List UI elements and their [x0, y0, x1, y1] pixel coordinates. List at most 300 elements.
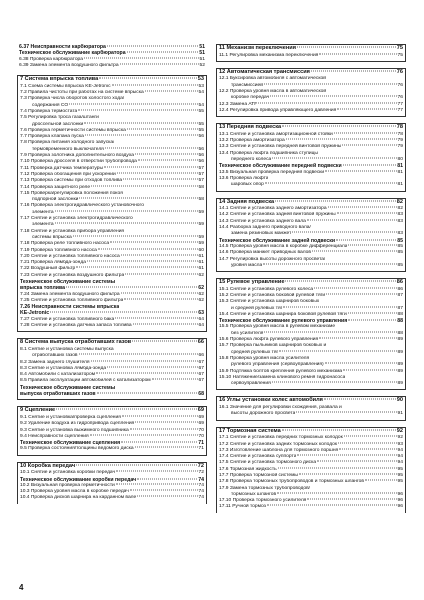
dot-leader	[282, 126, 396, 127]
dot-leader	[124, 298, 197, 299]
toc-entry-text: 7.27 Снятие и установка топливного бака	[20, 316, 115, 322]
toc-entry-text: 17.4 Снятие и установка суппорта	[219, 454, 297, 460]
section-title	[217, 68, 405, 77]
toc-entry-text: 7.20 Снятие и установка топливного насоса	[20, 253, 120, 259]
toc-entry-text: 15.9 Подтяжка болтов крепления рулевого механизма	[219, 368, 343, 374]
dot-leader	[121, 292, 198, 293]
dot-leader	[105, 147, 198, 148]
toc-entry-page: 70	[198, 427, 204, 433]
toc-entry-text: сервоуправления	[231, 381, 271, 387]
dot-leader	[135, 154, 198, 155]
toc-entry-text: 7.17 Снятие и установка электрогидравлического	[20, 216, 133, 222]
toc-section	[216, 396, 406, 420]
section-page-number: 86	[396, 279, 403, 286]
toc-entry-page: 94	[397, 447, 403, 453]
toc-entry-page: 56	[198, 153, 204, 159]
dot-leader	[137, 496, 197, 497]
toc-entry-page: 59	[198, 241, 204, 247]
toc-entry-text: трансмиссией	[231, 82, 263, 88]
toc-entry-page: 54	[198, 90, 204, 96]
toc-entry-text: системы впрыска	[32, 234, 72, 240]
section-title-text: 14 Задняя подвеска	[219, 198, 275, 205]
toc-entry-text: 14.2 Снятие и установка задней винтовой пружины	[219, 212, 336, 218]
dot-leader	[348, 320, 396, 321]
dot-leader	[116, 483, 198, 484]
toc-entry-page: 53	[198, 83, 204, 89]
toc-entry-text: уровня масла	[231, 262, 263, 268]
toc-entry-page: 85	[397, 237, 403, 244]
toc-entry	[217, 53, 405, 59]
toc-entry-text: термовременного выключателя	[32, 146, 104, 152]
dot-leader	[297, 455, 396, 456]
dot-leader	[285, 281, 395, 282]
toc-entry-text: 7.10 Проверка дросселя в отверстии трубопровода	[20, 159, 137, 165]
dot-leader	[127, 128, 198, 129]
dot-leader	[117, 172, 198, 173]
dot-leader	[286, 139, 397, 140]
toc-entry-page: 95	[397, 473, 403, 478]
toc-entry-page: 61	[198, 260, 204, 266]
toc-entry-page: 86	[397, 286, 403, 292]
toc-entry-page: 59	[198, 234, 204, 240]
toc-entry-text: 17.5 Снятие и установка тормозного диска	[219, 460, 317, 466]
dot-leader	[112, 84, 198, 85]
toc-entry-page: 60	[198, 247, 204, 253]
toc-entry-text: 7.5 Регулировка троса газа/штанги	[20, 115, 99, 121]
toc-entry	[17, 63, 207, 69]
section-page-number: 75	[396, 45, 403, 51]
toc-entry-page: 69	[198, 421, 204, 427]
dot-leader	[110, 242, 197, 243]
toc-entry-page: 83	[397, 231, 403, 237]
toc-entry	[18, 446, 206, 452]
dot-leader	[50, 312, 197, 313]
toc-entry-page: 62	[198, 291, 204, 297]
section-page-number: 78	[396, 124, 403, 131]
toc-entry-text: 12.3 Замена ATF	[219, 101, 258, 107]
dot-leader	[121, 442, 197, 443]
toc-entry-text: 7.14 Проверка защитного реле	[20, 184, 91, 190]
toc-entry-text: впрыска топлива	[20, 285, 65, 292]
toc-entry-page: 62	[198, 272, 204, 278]
dot-leader	[96, 373, 197, 374]
toc-entry-page: 77	[397, 107, 403, 113]
toc-entry-page: 74	[198, 489, 204, 495]
toc-entry-text: 7.26 Неисправности системы впрыска	[20, 304, 120, 311]
toc-entry-page: 96	[397, 498, 403, 504]
dot-leader	[279, 350, 396, 351]
dot-leader	[115, 317, 197, 318]
section-page-number: 72	[197, 462, 204, 469]
dot-leader	[84, 122, 197, 123]
dot-leader	[258, 102, 396, 103]
section-page-number: 69	[197, 407, 204, 414]
toc-entry-text: 15.10 Натяжение/замена клинового ремня гидронасоса	[219, 374, 346, 380]
toc-section	[17, 462, 207, 504]
section-title-text: 11 Механизм переключения	[219, 45, 296, 51]
toc-entry-text: и средней рулевых тяг	[231, 305, 283, 311]
toc-column-right	[216, 44, 406, 519]
toc-entry-page: 79	[397, 138, 403, 144]
toc-entry-page: 64	[198, 323, 204, 329]
dot-leader	[326, 293, 396, 294]
dot-leader	[135, 422, 197, 423]
dot-leader	[263, 263, 396, 264]
toc-entry-text: 7.8 Проверка питания холодного запуска/	[20, 140, 115, 146]
toc-entry-page: 76	[397, 95, 403, 101]
toc-entry-page: 75	[397, 52, 403, 58]
dot-leader	[319, 338, 396, 339]
toc-entry-text: 17.3 Изготовление шаблона для тормозного поршня	[219, 447, 339, 453]
dot-leader	[66, 287, 197, 288]
toc-entry-page: 61	[198, 266, 204, 272]
toc-entry-text: 17.6 Тормозная жидкость	[219, 466, 277, 472]
section-page-number: 90	[396, 397, 403, 404]
section-title	[217, 278, 405, 287]
toc-entry-page: 76	[397, 82, 403, 88]
toc-entry-text: средней рулевых тяг	[231, 349, 279, 355]
section-title	[217, 198, 405, 207]
toc-entry-text: 15.5 Проверка уровня масла в рулевом механизме	[219, 324, 336, 330]
dot-leader	[138, 160, 198, 161]
toc-entry-page: 91	[397, 411, 403, 417]
toc-entry-text: 8.3 Снятие и установка лямбда-зонда	[20, 365, 107, 371]
dot-leader	[78, 109, 197, 110]
toc-entry-page: 71	[198, 440, 204, 447]
toc-entry-text: KE-Jetronic	[20, 310, 50, 317]
toc-entry-page: 66	[198, 353, 204, 359]
dot-leader	[76, 267, 197, 268]
toc-entry-page: 74	[198, 495, 204, 501]
section-title-text: 15 Рулевое управление	[219, 279, 285, 286]
section-page-number: 82	[396, 198, 403, 205]
toc-entry-text: 7.28 Снятие и установка датчика запаса топлива	[20, 323, 132, 329]
toc-entry-page: 89	[397, 349, 403, 355]
toc-entry-page: 89	[397, 337, 403, 343]
toc-entry-text: 7.6 Проверка герметичности системы впрыска	[20, 127, 126, 133]
dot-leader	[91, 360, 198, 361]
dot-leader	[307, 219, 397, 220]
toc-entry-text: без усилителя	[231, 330, 264, 336]
toc-entry-text: отработавших газов	[32, 353, 78, 359]
toc-entry-page: 94	[397, 454, 403, 460]
toc-entry-page: 92	[397, 435, 403, 441]
toc-entry-text: выпуска отработавших газов	[20, 391, 96, 398]
toc-column-left	[17, 44, 207, 510]
dot-leader	[152, 379, 198, 380]
section-title	[217, 427, 405, 436]
toc-entry-page: 59	[198, 222, 204, 228]
dot-leader	[69, 103, 197, 104]
section-page-number: 92	[396, 427, 403, 434]
toc-entry-text: 17.10 Проверка тормозного усилителя	[219, 498, 307, 504]
dot-leader	[338, 442, 397, 443]
toc-entry-page: 58	[198, 184, 204, 190]
dot-leader	[73, 235, 198, 236]
dot-leader	[307, 499, 396, 500]
page-number: 4	[19, 583, 24, 592]
toc-entry-page: 74	[198, 482, 204, 488]
toc-entry	[217, 411, 405, 417]
toc-entry-text: 14.5 Проверка уровня масла в коробке дифференциала	[219, 243, 348, 249]
toc-entry-text: 7.4 Проверка термостата	[20, 108, 78, 114]
dot-leader	[348, 244, 396, 245]
toc-entry-page: 81	[397, 163, 403, 170]
dot-leader	[334, 132, 397, 133]
dot-leader	[296, 412, 396, 413]
toc-entry-text: Техническое обслуживание карбюратора	[19, 50, 126, 57]
section-title-text: 9 Сцепление	[20, 407, 56, 414]
toc-entry-page: 85	[397, 243, 403, 249]
toc-entry-text: 14.3 Снятие и установка заднего вала	[219, 218, 306, 224]
toc-entry-text: подпорной заслонки	[32, 197, 79, 203]
dot-leader	[132, 341, 197, 342]
dot-leader	[265, 183, 397, 184]
toc-entry-text: 7.11 Проверка датчика температуры	[20, 165, 103, 171]
toc-entry-text: 6.39 Замена элемента воздушного фильтра	[19, 62, 119, 68]
toc-entry-text: высоты дорожного просвета	[231, 411, 296, 417]
toc-entry-page: 93	[397, 441, 403, 447]
toc-entry-page: 80	[397, 157, 403, 163]
toc-entry-text: 7.13 Проверка системы при отходов топлива	[20, 178, 123, 184]
toc-entry-text: 7.12 Проверка обогащения при ускорении	[20, 171, 116, 177]
toc-entry-page: 67	[198, 359, 204, 365]
dot-leader	[319, 53, 396, 54]
toc-entry-page: 83	[397, 212, 403, 218]
section-page-number: 66	[197, 339, 204, 346]
toc-entry-text: 6.37 Неисправности карбюратора	[19, 44, 106, 50]
section-title-text: 17 Тормозная система	[219, 427, 281, 434]
toc-entry-text: 7.19 Проверка топливного насоса	[20, 247, 97, 253]
toc-entry-page: 79	[397, 144, 403, 150]
dot-leader	[79, 354, 198, 355]
toc-entry-page: 51	[199, 56, 205, 62]
toc-entry-text: 7.16 Проверка электрогидравлического установочного	[20, 203, 144, 209]
toc-entry-page: 81	[397, 182, 403, 188]
section-title	[18, 338, 206, 347]
dot-leader	[292, 232, 396, 233]
toc-entry-page: 95	[397, 479, 403, 485]
toc-entry-page: 77	[397, 101, 403, 107]
toc-entry-text: коробке передач	[231, 95, 270, 101]
section-title	[18, 462, 206, 471]
section-title	[18, 406, 206, 415]
dot-leader	[76, 464, 197, 465]
toc-entry-text: 7.23 Снятие и установка воздушного фильтра	[20, 272, 125, 278]
toc-entry-text: шаровых опор	[231, 182, 264, 188]
dot-leader	[56, 409, 197, 410]
toc-entry-text: 15.6 Проверка люфта рулевого управления	[219, 337, 319, 343]
toc-entry-page: 51	[199, 50, 205, 57]
dot-leader	[337, 213, 397, 214]
toc-entry-text: 14.7 Регулировка высоты дорожного просвета/	[219, 256, 326, 262]
toc-entry-page: 54	[198, 102, 204, 108]
section-title-text: 8 Система выпуска отработавших газов	[20, 339, 132, 346]
toc-entry-page: 68	[198, 391, 204, 398]
dot-leader	[123, 179, 197, 180]
dot-leader	[107, 366, 198, 367]
toc-entry-text: 7.18 Снятие и установка прибора управления	[20, 228, 125, 234]
dot-leader	[97, 393, 198, 394]
dot-leader	[344, 436, 397, 437]
toc-entry-page: 56	[198, 134, 204, 140]
toc-entry-page: 57	[198, 171, 204, 177]
section-title	[217, 396, 405, 405]
toc-entry-text: 12.1 Буксировка автомобиля с автоматической	[219, 76, 326, 82]
toc-entry-page: 78	[397, 131, 403, 137]
dot-leader	[342, 145, 396, 146]
toc-entry-text: 8.5 Правила эксплуатации автомобилей с катализатором	[20, 378, 151, 384]
toc-entry-text: 17.2 Снятие и установка задних тормозных колодок	[219, 441, 337, 447]
toc-entry-text: 8.1 Снятие и установка системы выпуска	[20, 346, 114, 352]
toc-entry-text: 15.4 Снятие и установка шарнира боковой рулевой тяги	[219, 311, 347, 317]
toc-entry-page: 52	[199, 62, 205, 68]
dot-leader	[91, 185, 197, 186]
dot-leader	[272, 158, 396, 159]
toc-entry-page: 57	[198, 178, 204, 184]
toc-entry-text: переднего колеса	[231, 157, 272, 163]
toc-entry-text: 7.7 Проверка клапана пуска	[20, 134, 84, 140]
toc-entry-page: 62	[198, 285, 204, 292]
dot-leader	[98, 248, 198, 249]
toc-entry	[217, 182, 405, 188]
toc-entry-text: 9.4 Неисправности сцепления	[20, 433, 89, 439]
toc-entry-text: 7.21 Проверка лямбда-зонда	[20, 260, 86, 266]
toc-entry-page: 72	[198, 470, 204, 476]
toc-entry	[217, 263, 405, 269]
toc-section	[216, 123, 406, 191]
dot-leader	[299, 474, 397, 475]
toc-entry-page: 61	[198, 253, 204, 259]
dot-leader	[339, 448, 396, 449]
dot-leader	[317, 461, 396, 462]
toc-entry-text: дроссельной заслонки	[32, 121, 84, 127]
toc-entry-page: 56	[198, 159, 204, 165]
dot-leader	[130, 490, 198, 491]
dot-leader	[324, 399, 396, 400]
toc-entry-text: 16.1 Значение для регулировки схождения, развала и	[219, 405, 342, 411]
dot-leader	[343, 165, 397, 166]
toc-section	[216, 278, 406, 390]
toc-entry-text: 13.4 Проверка люфта подшипника ступицы	[219, 150, 318, 156]
dot-leader	[99, 78, 196, 79]
dot-leader	[84, 57, 199, 58]
section-page-number: 53	[197, 76, 204, 83]
toc-entry-text: Техническое обслуживание коробки передач	[20, 476, 137, 483]
toc-entry	[18, 391, 206, 397]
toc-entry-text: тормозных шлангов	[231, 491, 277, 497]
toc-entry-page: 67	[198, 372, 204, 378]
dot-leader	[127, 52, 199, 53]
toc-entry-text: 7.22 Воздушный фильтр	[20, 266, 76, 272]
toc-entry-text: 6.38 Проверка карбюратора	[19, 56, 83, 62]
toc-entry-page: 67	[198, 365, 204, 371]
toc-entry-page: 94	[397, 460, 403, 466]
dot-leader	[145, 91, 198, 92]
dot-leader	[104, 166, 198, 167]
toc-entry-page: 81	[397, 169, 403, 175]
toc-entry-page: 88	[397, 311, 403, 317]
dot-leader	[79, 198, 197, 199]
dot-leader	[116, 471, 197, 472]
toc-entry-text: 15.2 Снятие и установка боковой рулевой тяги	[219, 292, 326, 298]
toc-entry-text: 15.1 Снятие и установка рулевого колеса	[219, 286, 314, 292]
toc-entry-page: 89	[397, 362, 403, 368]
toc-entry-text: 11.1 Регулировка механизма переключения	[219, 52, 319, 58]
toc-entry	[217, 504, 405, 510]
toc-entry-page: 71	[198, 446, 204, 452]
toc-entry-page: 95	[397, 466, 403, 472]
toc-entry	[217, 381, 405, 387]
toc-entry-text: 14.4 Разборка заднего приводного вала/	[219, 225, 311, 231]
toc-entry-text: 17.8 Проверка тормозных трубопроводов и тормозных шлангов	[219, 479, 364, 485]
dot-leader	[55, 210, 198, 211]
toc-entry-text: Техническое обслуживание задней подвески	[219, 237, 336, 244]
toc-entry-text: 7.15 Проверка/регулировка положения покоя	[20, 190, 123, 196]
dot-leader	[311, 70, 396, 71]
toc-entry-page: 67	[198, 378, 204, 384]
toc-entry-text: 15.8 Проверка уровня масла усилителя	[219, 355, 310, 361]
section-title-text: 16 Углы установки колес автомобиля	[219, 397, 323, 404]
toc-entry-page: 87	[397, 305, 403, 311]
toc-entry-page: 56	[198, 146, 204, 152]
toc-section	[17, 406, 207, 455]
toc-entry-text: 10.4 Проверка дисков шарнира на карданном вале	[20, 495, 137, 501]
section-title	[217, 123, 405, 132]
dot-leader	[275, 200, 396, 201]
dot-leader	[336, 239, 396, 240]
dot-leader	[135, 447, 198, 448]
dot-leader	[343, 369, 396, 370]
toc-entry-text: Техническое обслуживание системы	[20, 384, 116, 391]
dot-leader	[264, 83, 397, 84]
dot-leader	[107, 46, 198, 47]
dot-leader	[85, 135, 198, 136]
toc-entry-page: 62	[198, 297, 204, 303]
toc-entry-text: элемента	[32, 209, 54, 215]
section-title-text: 10 Коробка передач	[20, 462, 76, 469]
toc-entry-page: 74	[198, 476, 204, 483]
dot-leader	[130, 428, 198, 429]
dot-leader	[270, 96, 396, 97]
dot-leader	[297, 47, 396, 48]
toc-entry-page: 96	[397, 491, 403, 497]
toc-entry-text: 8.4 Автомобили с катализатором	[20, 372, 96, 378]
toc-entry-text: 9.5 Проверка состояния/толщины ведомого диска	[20, 446, 134, 452]
toc-entry-page: 58	[198, 197, 204, 203]
toc-entry-page: 87	[397, 292, 403, 298]
toc-section	[216, 68, 406, 117]
dot-leader	[337, 108, 396, 109]
toc-entry-text: 14.6 Проверка манжет приводных валов	[219, 250, 311, 256]
toc-entry-page: 96	[397, 504, 403, 510]
toc-section	[17, 44, 207, 69]
toc-entry-page: 55	[198, 121, 204, 127]
dot-leader	[283, 306, 396, 307]
toc-entry-page: 69	[198, 414, 204, 420]
toc-entry-text: 9.2 Удаление воздуха из гидропривода сцепления	[20, 421, 135, 427]
toc-entry-page: 64	[198, 316, 204, 322]
toc-entry-page: 55	[198, 127, 204, 133]
toc-section	[17, 338, 207, 400]
toc-entry-text: 7.2 Правила чистоты при работах на системе впрыска	[20, 90, 144, 96]
toc-entry-text: 13.5 Визуальная проверка передней подвески	[219, 169, 325, 175]
dot-leader	[365, 480, 397, 481]
dot-leader	[133, 324, 198, 325]
dot-leader	[325, 363, 397, 364]
toc-entry-text: 15.3 Снятие и установка шарниров боковых	[219, 299, 320, 305]
toc-entry-text: 7.18 Проверка реле топливного насоса	[20, 241, 110, 247]
